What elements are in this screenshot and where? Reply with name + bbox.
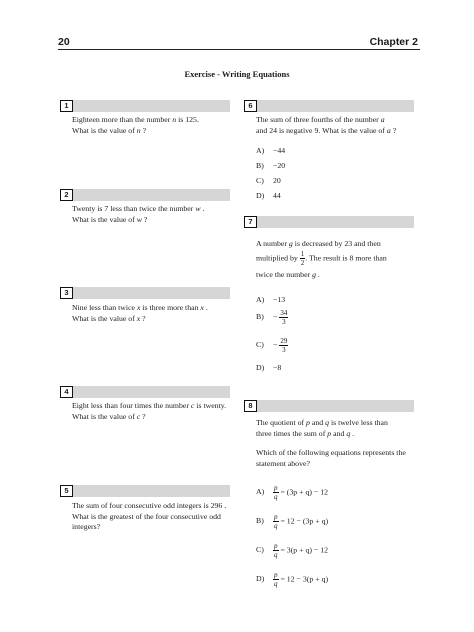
question-text-6: The sum of three fourths of the number a and 24 is negative 9. What is the value of a ? [256, 115, 397, 135]
question-bar-1 [60, 100, 230, 112]
question-number-7: 7 [244, 216, 257, 228]
question-bar-6 [244, 100, 414, 112]
question-text-7-line2: multiplied by $\frac{1}{2}$ . The result is 8 more than [256, 250, 387, 267]
question-bar-3 [60, 287, 230, 299]
question-bar-8 [244, 400, 414, 412]
question-number-4: 4 [60, 386, 73, 398]
choice-6d[interactable]: D) 44 [256, 191, 281, 200]
question-number-6: 6 [244, 100, 257, 112]
page-number: 20 [58, 36, 70, 48]
question-text-1: Eighteen more than the number n is 125. What is the value of n ? [72, 115, 199, 135]
choice-6b[interactable]: B) −20 [256, 161, 286, 170]
question-text-8-prompt: Which of the following equations represents the statement above? [256, 448, 406, 468]
question-number-5: 5 [60, 485, 73, 497]
question-text-7-line3: twice the number g . [256, 270, 320, 279]
chapter-label: Chapter 2 [369, 36, 418, 48]
question-text-3: Nine less than twice x is three more than x . What is the value of x ? [72, 303, 208, 323]
choice-6c[interactable]: C) 20 [256, 176, 281, 185]
choice-7c[interactable]: C) − $\frac{29}{3}$ [256, 337, 288, 354]
choice-7b[interactable]: B) − $\frac{34}{3}$ [256, 309, 288, 326]
question-text-2: Twenty is 7 less than twice the number w . What is the value of w ? [72, 204, 205, 224]
question-text-8: The quotient of p and q is twelve less than three times the sum of p and q . [256, 418, 388, 438]
question-number-3: 3 [60, 287, 73, 299]
choice-8c[interactable]: C) $\frac{p}{q}$ = 3(p + q) − 12 [256, 542, 329, 559]
question-bar-5 [60, 485, 230, 497]
choice-8b[interactable]: B) $\frac{p}{q}$ = 12 − (3p + q) [256, 513, 329, 530]
question-text-4: Eight less than four times the number c is twenty. What is the value of c ? [72, 401, 227, 421]
question-text-5: The sum of four consecutive odd integers is 296 . What is the greatest of the four consecutive odd integers? [72, 501, 227, 531]
question-bar-7 [244, 216, 414, 228]
question-number-1: 1 [60, 100, 73, 112]
choice-7a[interactable]: A) −13 [256, 295, 286, 304]
exercise-title: Exercise - Writing Equations [184, 69, 290, 79]
choice-7d[interactable]: D) −8 [256, 363, 282, 372]
choice-8a[interactable]: A) $\frac{p}{q}$ = (3p + q) − 12 [256, 484, 329, 501]
choice-6a[interactable]: A) −44 [256, 146, 286, 155]
page-header [58, 36, 418, 50]
header-rule [58, 49, 420, 50]
choice-8d[interactable]: D) $\frac{p}{q}$ = 12 − 3(p + q) [256, 571, 329, 588]
question-bar-4 [60, 386, 230, 398]
question-number-8: 8 [244, 400, 257, 412]
question-text-7: A number g is decreased by 23 and then [256, 239, 381, 248]
question-number-2: 2 [60, 189, 73, 201]
question-bar-2 [60, 189, 230, 201]
fraction-one-half: $\frac{1}{2}$ [300, 250, 305, 267]
